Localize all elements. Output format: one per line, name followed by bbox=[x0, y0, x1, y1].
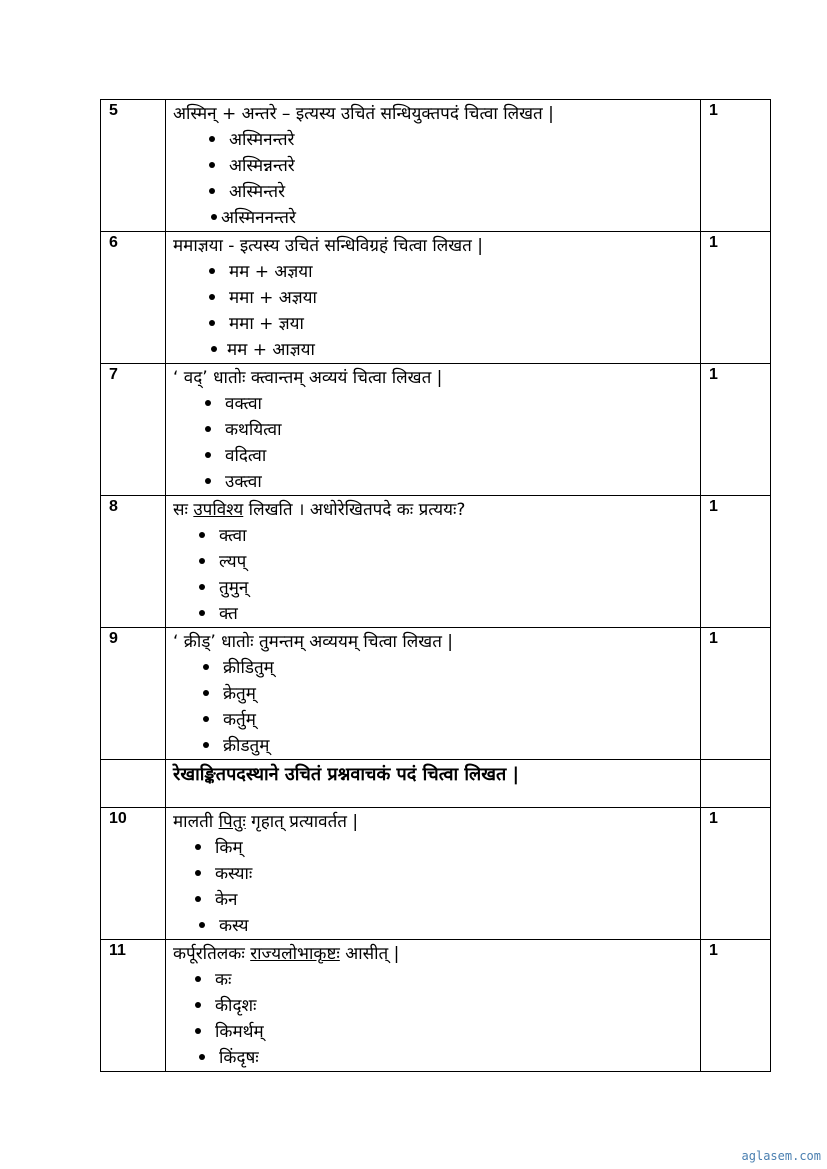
option-item: मम + आज्ञया bbox=[173, 337, 700, 363]
option-item: मम + अज्ञया bbox=[173, 259, 700, 285]
question-cell bbox=[166, 808, 701, 940]
section-heading-cell bbox=[166, 760, 701, 808]
option-item: केन bbox=[173, 887, 700, 913]
bullet-icon bbox=[211, 214, 217, 220]
option-list bbox=[173, 835, 700, 939]
bullet-icon bbox=[195, 976, 201, 982]
option-item: ममा + अज्ञया bbox=[173, 285, 700, 311]
option-item: कः bbox=[173, 967, 700, 993]
marks-cell: 1 bbox=[701, 628, 771, 760]
question-text: कर्पूरतिलकः राज्यलोभाकृष्टः आसीत् | bbox=[173, 944, 400, 964]
bullet-icon bbox=[195, 896, 201, 902]
question-text: अस्मिन् + अन्तरे – इत्यस्य उचितं सन्धियुक्तपदं चित्वा लिखत | bbox=[173, 104, 554, 124]
bullet-icon bbox=[199, 584, 205, 590]
option-list bbox=[173, 259, 700, 363]
option-list bbox=[173, 127, 700, 231]
question-row bbox=[101, 940, 771, 1072]
bullet-icon bbox=[205, 426, 211, 432]
bullet-icon bbox=[199, 532, 205, 538]
option-item: क्त bbox=[173, 601, 700, 627]
option-list bbox=[173, 523, 700, 627]
option-item: क्रीडितुम् bbox=[173, 655, 700, 681]
question-text: मालती पितुः गृहात् प्रत्यावर्तत | bbox=[173, 812, 359, 832]
option-item: कथयित्वा bbox=[173, 417, 700, 443]
option-item: अस्मिन्तरे bbox=[173, 179, 700, 205]
question-number: 5 bbox=[101, 100, 166, 232]
option-list bbox=[173, 391, 700, 495]
option-item: कस्य bbox=[173, 913, 700, 939]
question-cell bbox=[166, 364, 701, 496]
option-list bbox=[173, 655, 700, 759]
question-number: 10 bbox=[101, 808, 166, 940]
question-row bbox=[101, 496, 771, 628]
option-item: क्रीडतुम् bbox=[173, 733, 700, 759]
option-item: ल्यप् bbox=[173, 549, 700, 575]
bullet-icon bbox=[203, 716, 209, 722]
bullet-icon bbox=[199, 922, 205, 928]
option-item: वक्त्वा bbox=[173, 391, 700, 417]
option-item: किम् bbox=[173, 835, 700, 861]
bullet-icon bbox=[209, 162, 215, 168]
underlined-word: राज्यलोभाकृष्टः bbox=[250, 944, 340, 964]
marks-cell: 1 bbox=[701, 364, 771, 496]
section-heading: रेखाङ्कितपदस्थाने उचितं प्रश्नवाचकं पदं चित्वा लिखत | bbox=[173, 764, 520, 785]
empty-cell bbox=[101, 760, 166, 808]
bullet-icon bbox=[209, 294, 215, 300]
bullet-icon bbox=[199, 610, 205, 616]
option-item: कीदृशः bbox=[173, 993, 700, 1019]
question-cell bbox=[166, 940, 701, 1072]
footer-watermark: aglasem.com bbox=[741, 1149, 821, 1163]
option-item: उक्त्वा bbox=[173, 469, 700, 495]
question-number: 7 bbox=[101, 364, 166, 496]
option-item: किमर्थम् bbox=[173, 1019, 700, 1045]
bullet-icon bbox=[209, 136, 215, 142]
option-item: क्रेतुम् bbox=[173, 681, 700, 707]
option-item: कर्तुम् bbox=[173, 707, 700, 733]
question-number: 9 bbox=[101, 628, 166, 760]
bullet-icon bbox=[199, 558, 205, 564]
question-number: 8 bbox=[101, 496, 166, 628]
bullet-icon bbox=[203, 690, 209, 696]
option-item: क्त्वा bbox=[173, 523, 700, 549]
question-cell bbox=[166, 232, 701, 364]
question-cell bbox=[166, 496, 701, 628]
option-item: अस्मिन्नन्तरे bbox=[173, 153, 700, 179]
bullet-icon bbox=[205, 452, 211, 458]
question-row bbox=[101, 100, 771, 232]
option-item: किंदृषः bbox=[173, 1045, 700, 1071]
bullet-icon bbox=[209, 320, 215, 326]
option-item: वदित्वा bbox=[173, 443, 700, 469]
question-table bbox=[100, 99, 771, 1072]
question-cell bbox=[166, 628, 701, 760]
question-row bbox=[101, 808, 771, 940]
option-item: तुमुन् bbox=[173, 575, 700, 601]
question-cell bbox=[166, 100, 701, 232]
question-text: ‘ वद्’ धातोः क्त्वान्तम् अव्ययं चित्वा लिखत | bbox=[173, 368, 443, 388]
bullet-icon bbox=[211, 346, 217, 352]
marks-cell: 1 bbox=[701, 808, 771, 940]
underlined-word: पितुः bbox=[218, 812, 246, 832]
marks-cell: 1 bbox=[701, 940, 771, 1072]
option-item: कस्याः bbox=[173, 861, 700, 887]
bullet-icon bbox=[205, 400, 211, 406]
option-item: अस्मिननन्तरे bbox=[173, 205, 700, 231]
option-item: ममा + ज्ञया bbox=[173, 311, 700, 337]
option-item: अस्मिनन्तरे bbox=[173, 127, 700, 153]
question-number: 11 bbox=[101, 940, 166, 1072]
bullet-icon bbox=[195, 1028, 201, 1034]
bullet-icon bbox=[209, 188, 215, 194]
marks-cell: 1 bbox=[701, 496, 771, 628]
bullet-icon bbox=[195, 870, 201, 876]
question-row bbox=[101, 232, 771, 364]
empty-cell bbox=[701, 760, 771, 808]
bullet-icon bbox=[203, 664, 209, 670]
option-list bbox=[173, 967, 700, 1071]
question-text: सः उपविश्य लिखति । अधोरेखितपदे कः प्रत्ययः? bbox=[173, 500, 466, 520]
bullet-icon bbox=[195, 1002, 201, 1008]
bullet-icon bbox=[203, 742, 209, 748]
marks-cell: 1 bbox=[701, 100, 771, 232]
bullet-icon bbox=[195, 844, 201, 850]
marks-cell: 1 bbox=[701, 232, 771, 364]
question-text: ‘ क्रीड्’ धातोः तुमन्तम् अव्ययम् चित्वा लिखत | bbox=[173, 632, 454, 652]
bullet-icon bbox=[199, 1054, 205, 1060]
question-row bbox=[101, 364, 771, 496]
question-number: 6 bbox=[101, 232, 166, 364]
section-heading-row bbox=[101, 760, 771, 808]
question-text: ममाज्ञया - इत्यस्य उचितं सन्धिविग्रहं चित्वा लिखत | bbox=[173, 236, 484, 256]
bullet-icon bbox=[209, 268, 215, 274]
bullet-icon bbox=[205, 478, 211, 484]
question-row bbox=[101, 628, 771, 760]
underlined-word: उपविश्य bbox=[193, 500, 244, 520]
